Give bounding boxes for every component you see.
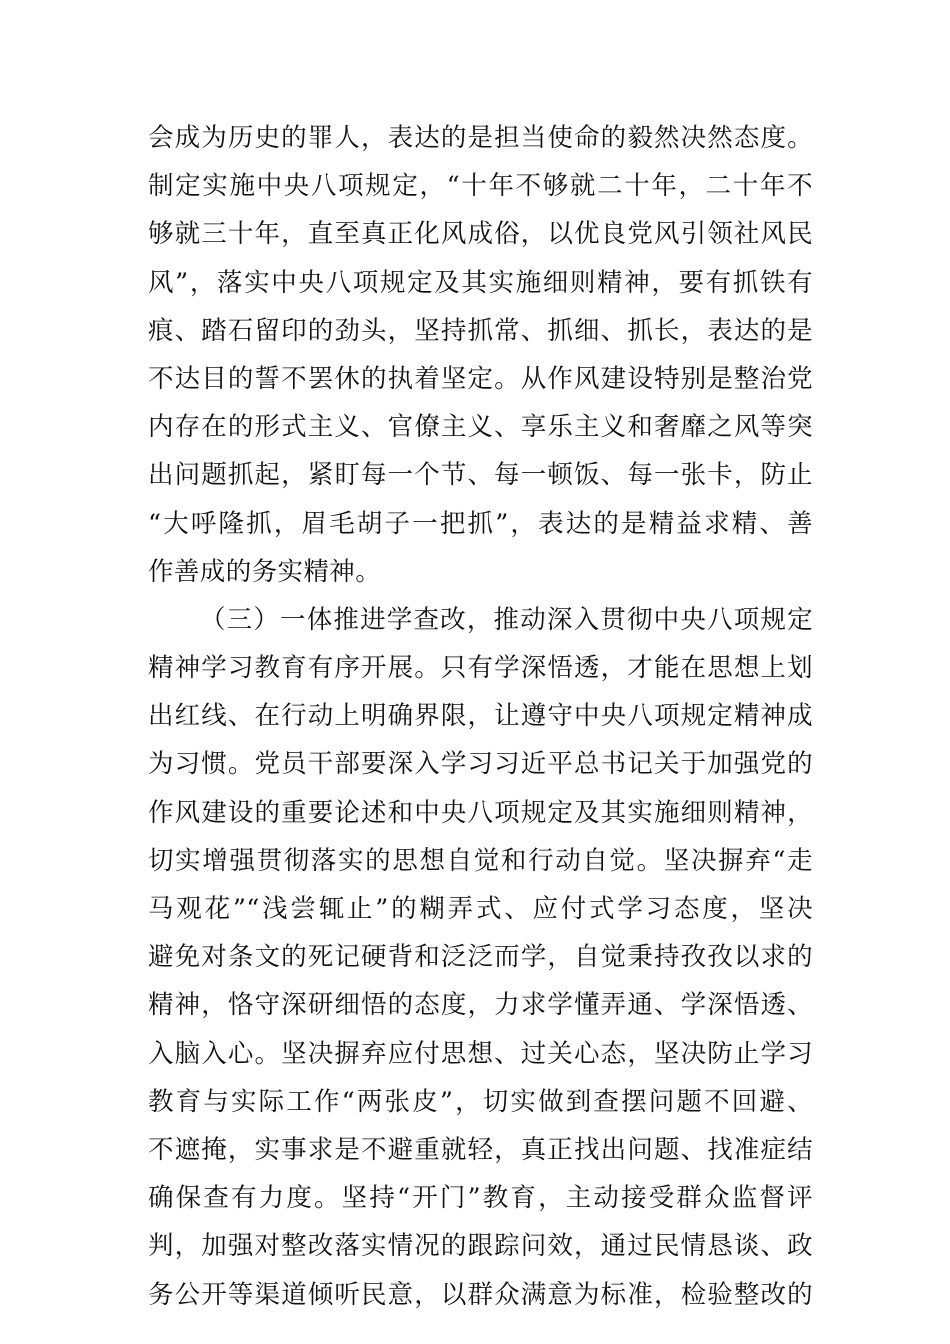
text-line-6: 不达目的誓不罢休的执着坚定。从作风建设特别是整治党 xyxy=(148,363,813,394)
text-line-25: 务公开等渠道倾听民意，以群众满意为标准，检验整改的 xyxy=(148,1279,813,1310)
text-line-8: 出问题抓起，紧盯每一个节、每一顿饭、每一张卡，防止 xyxy=(148,460,813,491)
text-line-17: 马观花”“浅尝辄止”的糊弄式、应付式学习态度，坚决 xyxy=(148,894,813,924)
text-line-19: 精神，恪守深研细悟的态度，力求学懂弄通、学深悟透、 xyxy=(148,990,813,1021)
text-line-12: 精神学习教育有序开展。只有学深悟透，才能在思想上划 xyxy=(148,653,813,684)
text-line-22: 不遮掩，实事求是不避重就轻，真正找出问题、找准症结 xyxy=(148,1134,813,1165)
text-line-14: 为习惯。党员干部要深入学习习近平总书记关于加强党的 xyxy=(148,749,813,780)
text-line-9: “大呼隆抓，眉毛胡子一把抓”，表达的是精益求精、善 xyxy=(148,508,813,539)
text-line-18: 避免对条文的死记硬背和泛泛而学，自觉秉持孜孜以求的 xyxy=(148,942,813,973)
text-line-10: 作善成的务实精神。 xyxy=(148,556,382,587)
text-line-2: 制定实施中央八项规定，“十年不够就二十年，二十年不 xyxy=(148,171,813,202)
text-line-23: 确保查有力度。坚持“开门”教育，主动接受群众监督评 xyxy=(148,1183,813,1214)
body-text xyxy=(148,114,813,1319)
text-line-16: 切实增强贯彻落实的思想自觉和行动自觉。坚决摒弃“走 xyxy=(148,845,813,876)
text-line-15: 作风建设的重要论述和中央八项规定及其实施细则精神， xyxy=(148,797,813,828)
text-line-24: 判，加强对整改落实情况的跟踪问效，通过民情恳谈、政 xyxy=(148,1231,813,1262)
text-line-13: 出红线、在行动上明确界限，让遵守中央八项规定精神成 xyxy=(148,701,813,732)
text-line-3: 够就三十年，直至真正化风成俗，以优良党风引领社风民 xyxy=(148,219,813,250)
text-line-1: 会成为历史的罪人，表达的是担当使命的毅然决然态度。 xyxy=(148,123,813,153)
text-line-4: 风”，落实中央八项规定及其实施细则精神，要有抓铁有 xyxy=(148,267,813,298)
text-line-5: 痕、踏石留印的劲头，坚持抓常、抓细、抓长，表达的是 xyxy=(148,315,813,346)
section-heading-line: （三）一体推进学查改，推动深入贯彻中央八项规定 xyxy=(200,604,813,635)
text-line-7: 内存在的形式主义、官僚主义、享乐主义和奢靡之风等突 xyxy=(148,412,813,443)
text-line-20: 入脑入心。坚决摒弃应付思想、过关心态，坚决防止学习 xyxy=(148,1038,813,1069)
text-line-21: 教育与实际工作“两张皮”，切实做到查摆问题不回避、 xyxy=(148,1086,813,1117)
